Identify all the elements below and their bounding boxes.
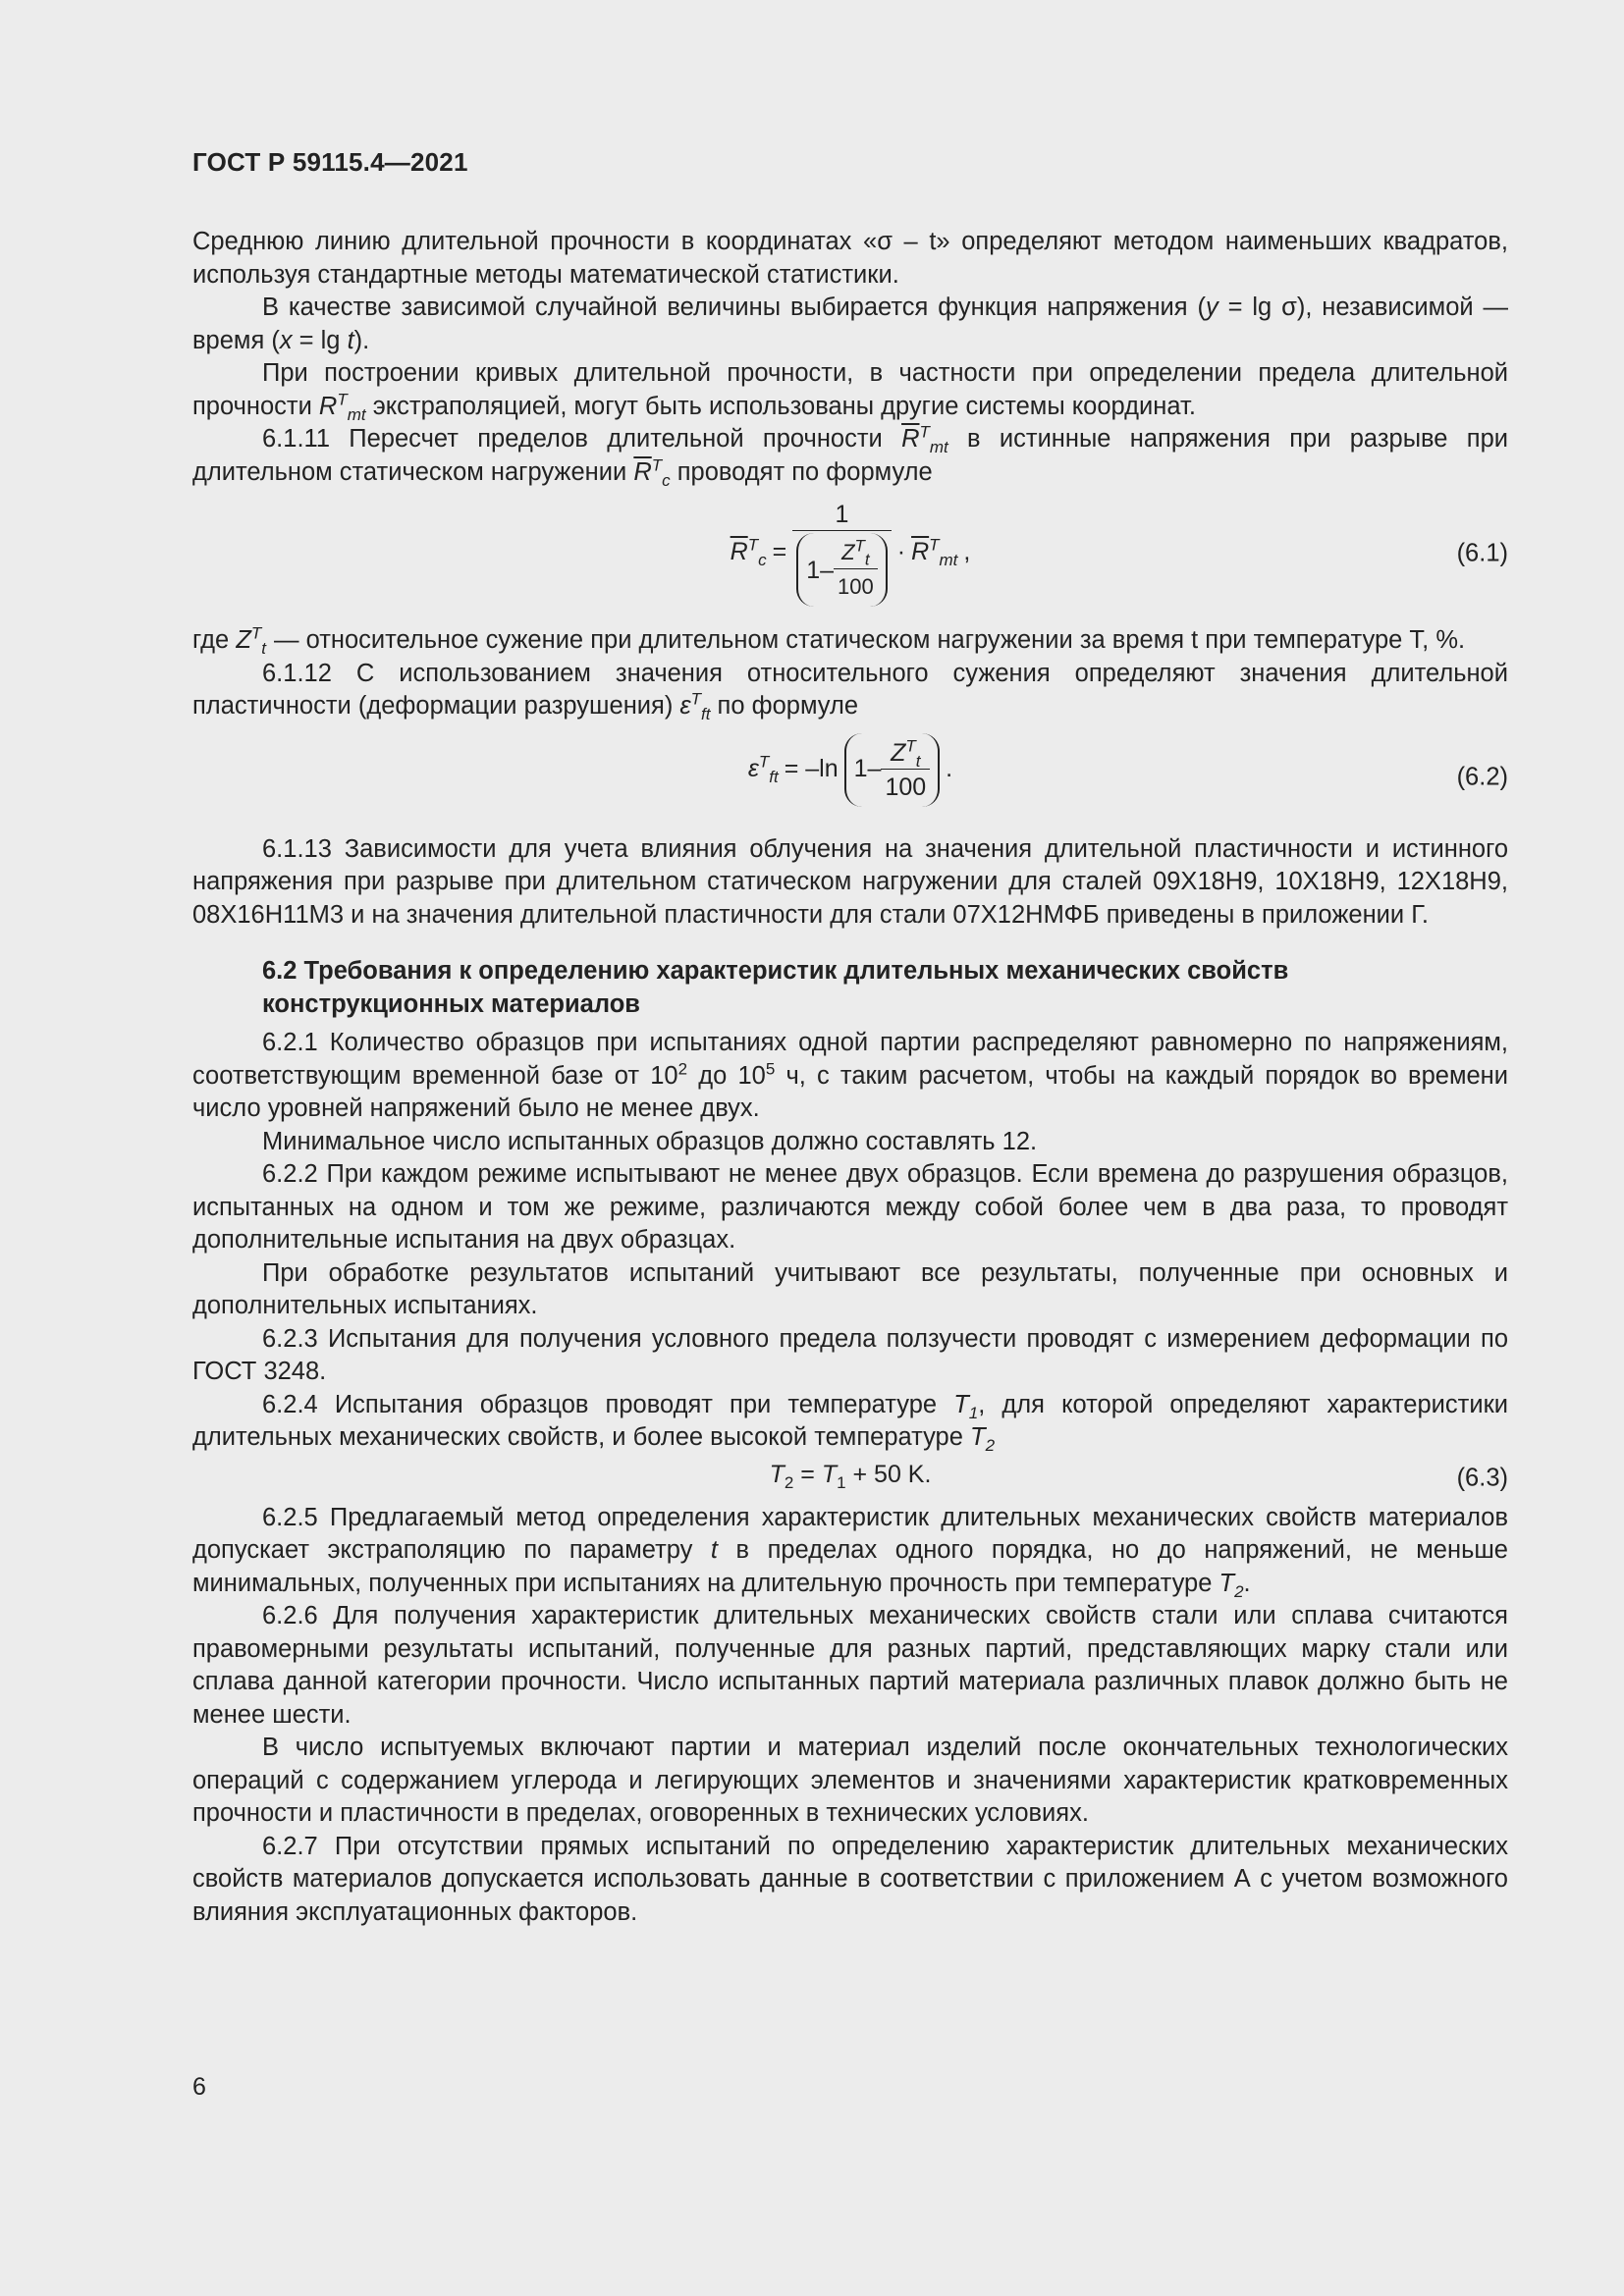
symbol-R-mt-bar: $\overline{R}^T_{mt}$ <box>901 422 948 457</box>
clause-6-2-6: 6.2.6 Для получения характеристик длительных механических свойств стали или сплава считаются правомерными результаты испытаний, полученные для разных партий, представляющих марку стали или сплава данной категории прочности. Число испытанных партий материала различных плавок должно быть не менее шести. <box>192 1602 1508 1729</box>
formula-number: (6.1) <box>1456 539 1508 567</box>
clause-6-2-1: 6.2.1 Количество образцов при испытаниях одной партии распределяют равномерно по напряжениям, соответствующим временной базе от $10^2$ до $10^5$ ч, с таким расчетом, чтобы на каждый порядок во времени число уровней напряжений было не менее двух. <box>192 1029 1508 1122</box>
clause-6-2-5: 6.2.5 Предлагаемый метод определения характеристик длительных механических свойств материалов допускает экстраполяцию по параметру t в пределах одного порядка, но до напряжений, не меньше минимальных, полученных при испытаниях на длительную прочность при температуре $T_2$. <box>192 1503 1508 1601</box>
paragraph: В число испытуемых включают партии и материал изделий после окончательных технологических операций с содержанием углерода и легирующих элементов и значениями характеристик кратковременных прочности и пластичности в пределах, оговоренных в технических условиях. <box>192 1734 1508 1827</box>
formula-6-3: $T_2 = T_1 + 50$ K. (6.3) <box>192 1459 1508 1498</box>
paragraph: При обработке результатов испытаний учитывают все результаты, полученные при основных и дополнительных испытаниях. <box>192 1258 1508 1319</box>
paragraph: При построении кривых длительной прочности, в частности при определении предела длительной прочности $R^T_{mt}$ экстраполяцией, могут быть использованы другие системы координат. <box>192 359 1508 424</box>
clause-6-2-2: 6.2.2 При каждом режиме испытывают не менее двух образцов. Если времена до разрушения образцов, испытанных на одном и том же режиме, различаются между собой более чем в два раза, то проводят дополнительные испытания на двух образцах. <box>192 1160 1508 1254</box>
page-number: 6 <box>192 2073 206 2101</box>
clause-6-1-12: 6.1.12 С использованием значения относительного сужения определяют значения длительной пластичности (деформации разрушения) $\varepsilon^T_{ft}$ по формуле <box>192 659 1508 724</box>
where-definition: где $Z^T_t$ — относительное сужение при длительном статическом нагружении за время t при температуре T, %. <box>192 623 1466 659</box>
formula-number: (6.3) <box>1456 1463 1508 1491</box>
section-heading-6-2: 6.2 Требования к определению характеристик длительных механических свойств конструкционных материалов <box>262 957 1289 1018</box>
paragraph: В качестве зависимой случайной величины выбирается функция напряжения (y = lg σ), независимой — время (x = lg t). <box>192 294 1508 354</box>
document-header: ГОСТ Р 59115.4—2021 <box>192 147 468 177</box>
clause-6-1-11: 6.1.11 Пересчет пределов длительной прочности $\overline{R}^T_{mt}$ в истинные напряжения при разрыве при длительном статическом нагружении $\overline{R}^T_c$ проводят по формуле <box>192 422 1508 490</box>
clause-6-2-7: 6.2.7 При отсутствии прямых испытаний по определению характеристик длительных механических свойств материалов допускается использовать данные в соответствии с приложением А с учетом возможного влияния эксплуатационных факторов. <box>192 1832 1508 1926</box>
clause-6-1-13: 6.1.13 Зависимости для учета влияния облучения на значения длительной пластичности и истинного напряжения при разрыве при длительном статическом нагружении для сталей 09Х18Н9, 10Х18Н9, 12Х18Н9, 08Х16Н11М3 и на значения длительной пластичности для стали 07Х12НМФБ приведены в приложении Г. <box>192 834 1508 929</box>
clause-6-2-3: 6.2.3 Испытания для получения условного предела ползучести проводят с измерением деформации по ГОСТ 3248. <box>192 1324 1508 1385</box>
formula-6-1: $\overline{R}^T_c$ = 1 1– $\frac{Z^T_t}{100}$ · $\overline{R}^T_{mt}$ , (6.1) <box>192 495 1508 613</box>
paragraph: Среднюю линию длительной прочности в координатах «σ – t» определяют методом наименьших квадратов, используя стандартные методы математической статистики. <box>192 228 1508 289</box>
symbol-R-c-bar: $\overline{R}^T_c$ <box>633 455 671 490</box>
paragraph: Минимальное число испытанных образцов должно составлять 12. <box>262 1127 1038 1155</box>
clause-6-2-4: 6.2.4 Испытания образцов проводят при температуре $T_1$, для которой определяют характеристики длительных механических свойств, и более высокой температуре $T_2$ <box>192 1390 1508 1456</box>
formula-number: (6.2) <box>1456 762 1508 790</box>
document-body <box>192 226 1508 1929</box>
formula-6-2: $\varepsilon^T_{ft}$ = –ln 1– $\frac{Z^T_t}{100}$ . (6.2) <box>192 733 1508 822</box>
symbol-R-mt: $R^T_{mt}$ <box>318 390 366 424</box>
